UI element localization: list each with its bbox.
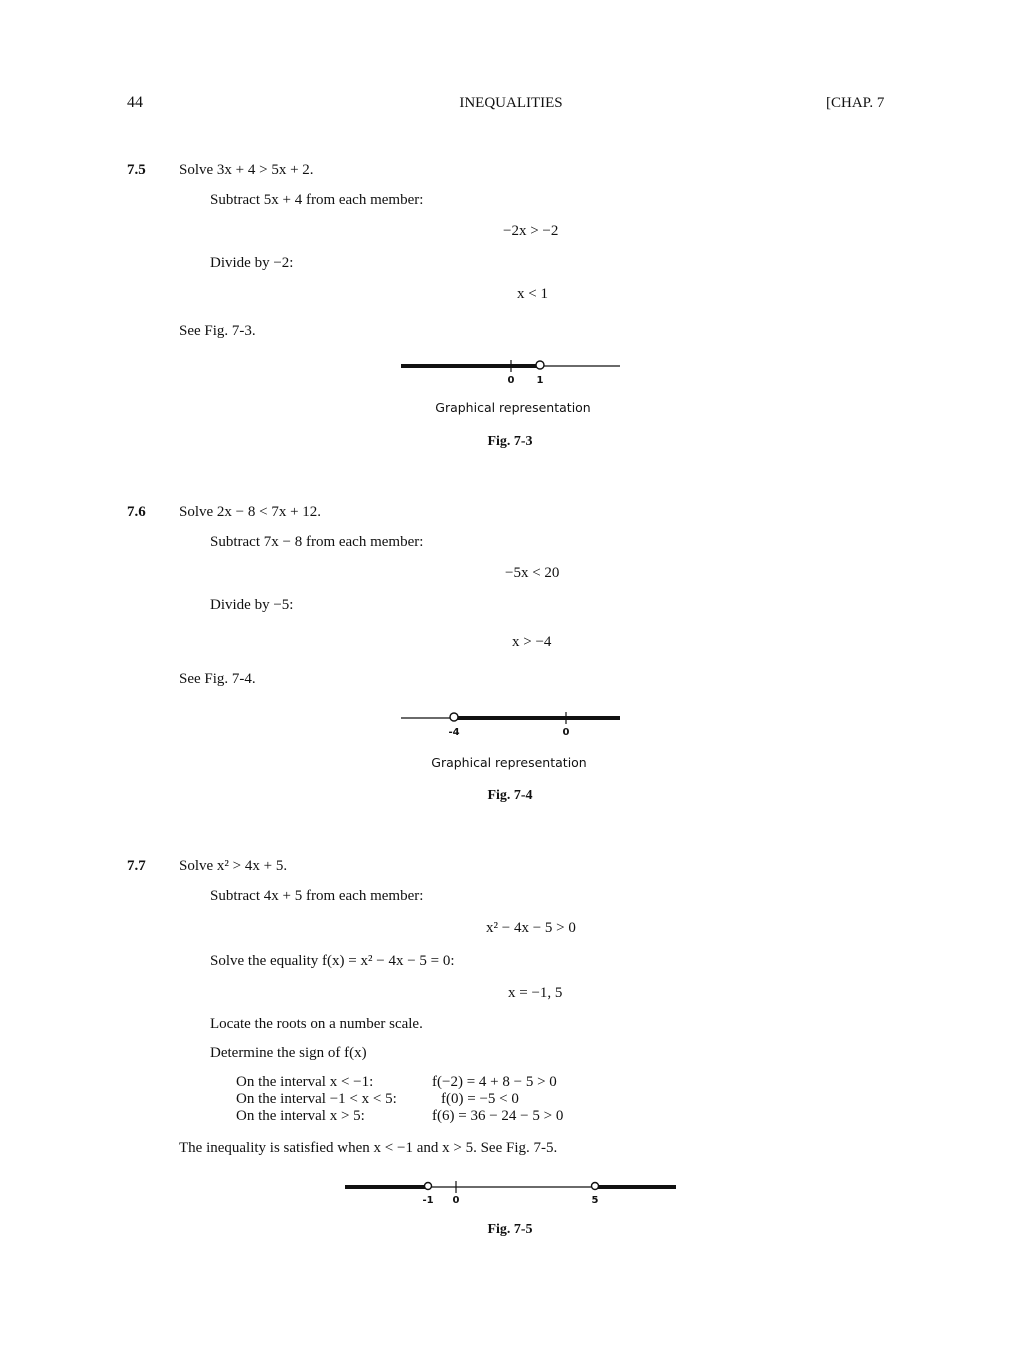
page-number: 44 xyxy=(127,94,143,111)
interval-label: On the interval x < −1: xyxy=(236,1074,374,1090)
conclusion-text: The inequality is satisfied when x < −1 and x > 5. See Fig. 7-5. xyxy=(179,1140,558,1156)
step-text: Divide by −5: xyxy=(210,597,294,613)
equation: x² − 4x − 5 > 0 xyxy=(486,920,576,936)
problem-number: 7.6 xyxy=(127,504,146,520)
open-circle-endpoint xyxy=(592,1183,599,1190)
step-text: Locate the roots on a number scale. xyxy=(210,1016,423,1032)
problem-statement: Solve x² > 4x + 5. xyxy=(179,858,288,874)
equation: x < 1 xyxy=(517,286,548,302)
figure-label: Fig. 7-4 xyxy=(487,788,533,803)
tick-label: -4 xyxy=(448,727,460,738)
interval-value: f(6) = 36 − 24 − 5 > 0 xyxy=(432,1108,564,1124)
running-title: INEQUALITIES xyxy=(459,95,563,111)
tick-label: 5 xyxy=(591,1195,599,1206)
open-circle-endpoint xyxy=(425,1183,432,1190)
step-text: Subtract 5x + 4 from each member: xyxy=(210,192,424,208)
step-text: Determine the sign of f(x) xyxy=(210,1045,367,1061)
figure-caption: Graphical representation xyxy=(435,400,591,415)
equation: x > −4 xyxy=(512,634,552,650)
equation: −2x > −2 xyxy=(503,223,559,239)
problem-statement: Solve 3x + 4 > 5x + 2. xyxy=(179,162,314,178)
chapter-label: [CHAP. 7 xyxy=(826,95,885,111)
tick-label: 0 xyxy=(562,727,570,738)
interval-label: On the interval x > 5: xyxy=(236,1108,365,1124)
problem-number: 7.7 xyxy=(127,858,146,874)
figure-label: Fig. 7-3 xyxy=(487,434,533,449)
tick-label: 1 xyxy=(536,375,544,386)
tick-label: -1 xyxy=(422,1195,434,1206)
tick-label: 0 xyxy=(452,1195,460,1206)
step-text: Subtract 4x + 5 from each member: xyxy=(210,888,424,904)
equation: −5x < 20 xyxy=(505,565,560,581)
figure-label: Fig. 7-5 xyxy=(487,1222,533,1237)
step-text: Subtract 7x − 8 from each member: xyxy=(210,534,424,550)
problem-number: 7.5 xyxy=(127,162,146,178)
interval-value: f(−2) = 4 + 8 − 5 > 0 xyxy=(432,1074,557,1090)
interval-value: f(0) = −5 < 0 xyxy=(441,1091,519,1107)
step-text: Solve the equality f(x) = x² − 4x − 5 = 0: xyxy=(210,953,455,969)
see-figure-text: See Fig. 7-4. xyxy=(179,671,256,687)
figure-caption: Graphical representation xyxy=(431,755,587,770)
tick-label: 0 xyxy=(507,375,515,386)
problem-statement: Solve 2x − 8 < 7x + 12. xyxy=(179,504,322,520)
see-figure-text: See Fig. 7-3. xyxy=(179,323,256,339)
interval-label: On the interval −1 < x < 5: xyxy=(236,1091,397,1107)
equation: x = −1, 5 xyxy=(508,985,563,1001)
step-text: Divide by −2: xyxy=(210,255,294,271)
